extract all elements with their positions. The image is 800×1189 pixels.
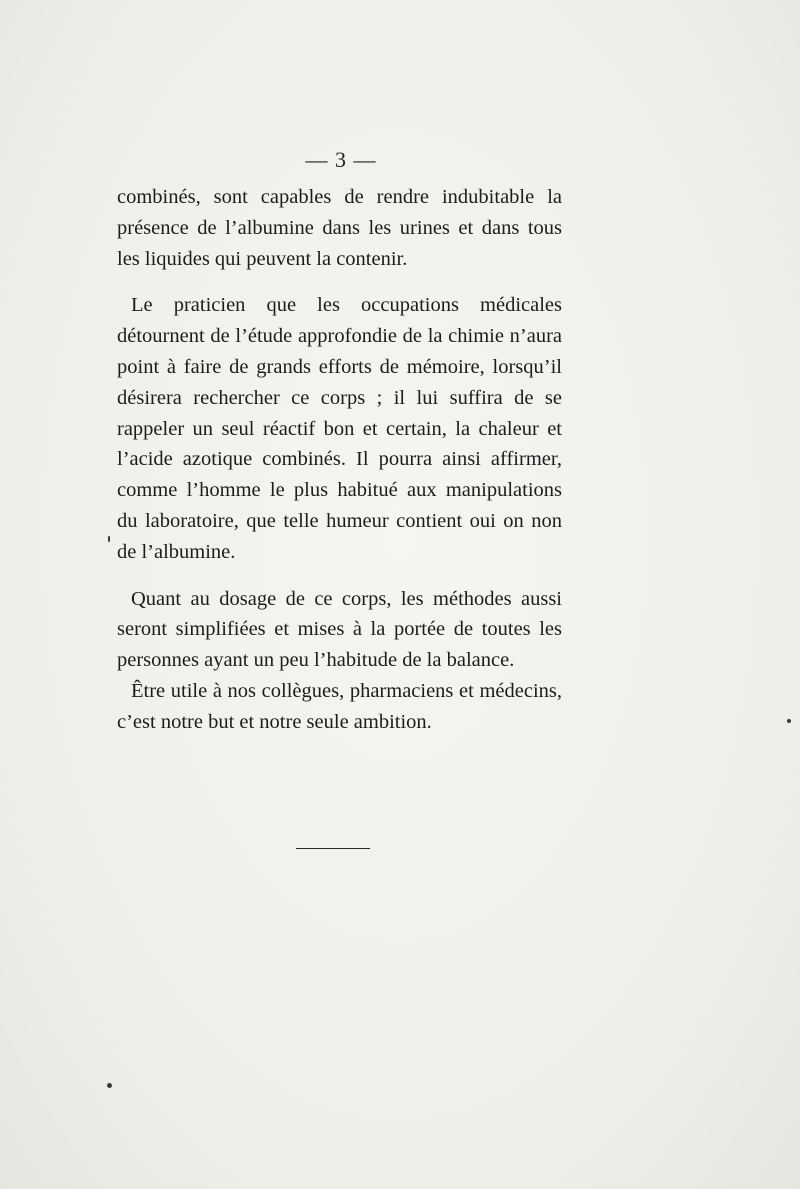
body-text xyxy=(117,182,562,754)
paragraph-3: Quant au dosage de ce corps, les méthodes aussi seront simplifiées et mises à la portée de toutes les personnes ayant un peu l’habitude de la balance. xyxy=(117,587,562,672)
section-divider xyxy=(296,848,370,849)
paragraph-2: Le praticien que les occupations médicales détournent de l’étude approfondie de la chimie n’aura point à faire de grands efforts de mémoire, lorsqu’il désirera rechercher ce corps ; il lui suffira de se rappeler un seul réactif bon et certain, la chaleur et l’acide azotique combinés. Il pourra ainsi affirmer, comme l’homme le plus habitué aux manipulations du laboratoire, que telle humeur contient oui on non de l’albumine. xyxy=(117,294,562,563)
ink-speck xyxy=(107,1083,112,1088)
paragraph-4: Être utile à nos collègues, pharmaciens et médecins, c’est notre but et notre seule ambition. xyxy=(117,679,562,733)
paragraph-1: combinés, sont capables de rendre indubitable la présence de l’albumine dans les urines et dans tous les liquides qui peuvent la contenir. xyxy=(117,186,562,270)
ink-speck xyxy=(108,536,110,542)
page-number: — 3 — xyxy=(305,147,377,172)
ink-speck xyxy=(787,719,791,723)
